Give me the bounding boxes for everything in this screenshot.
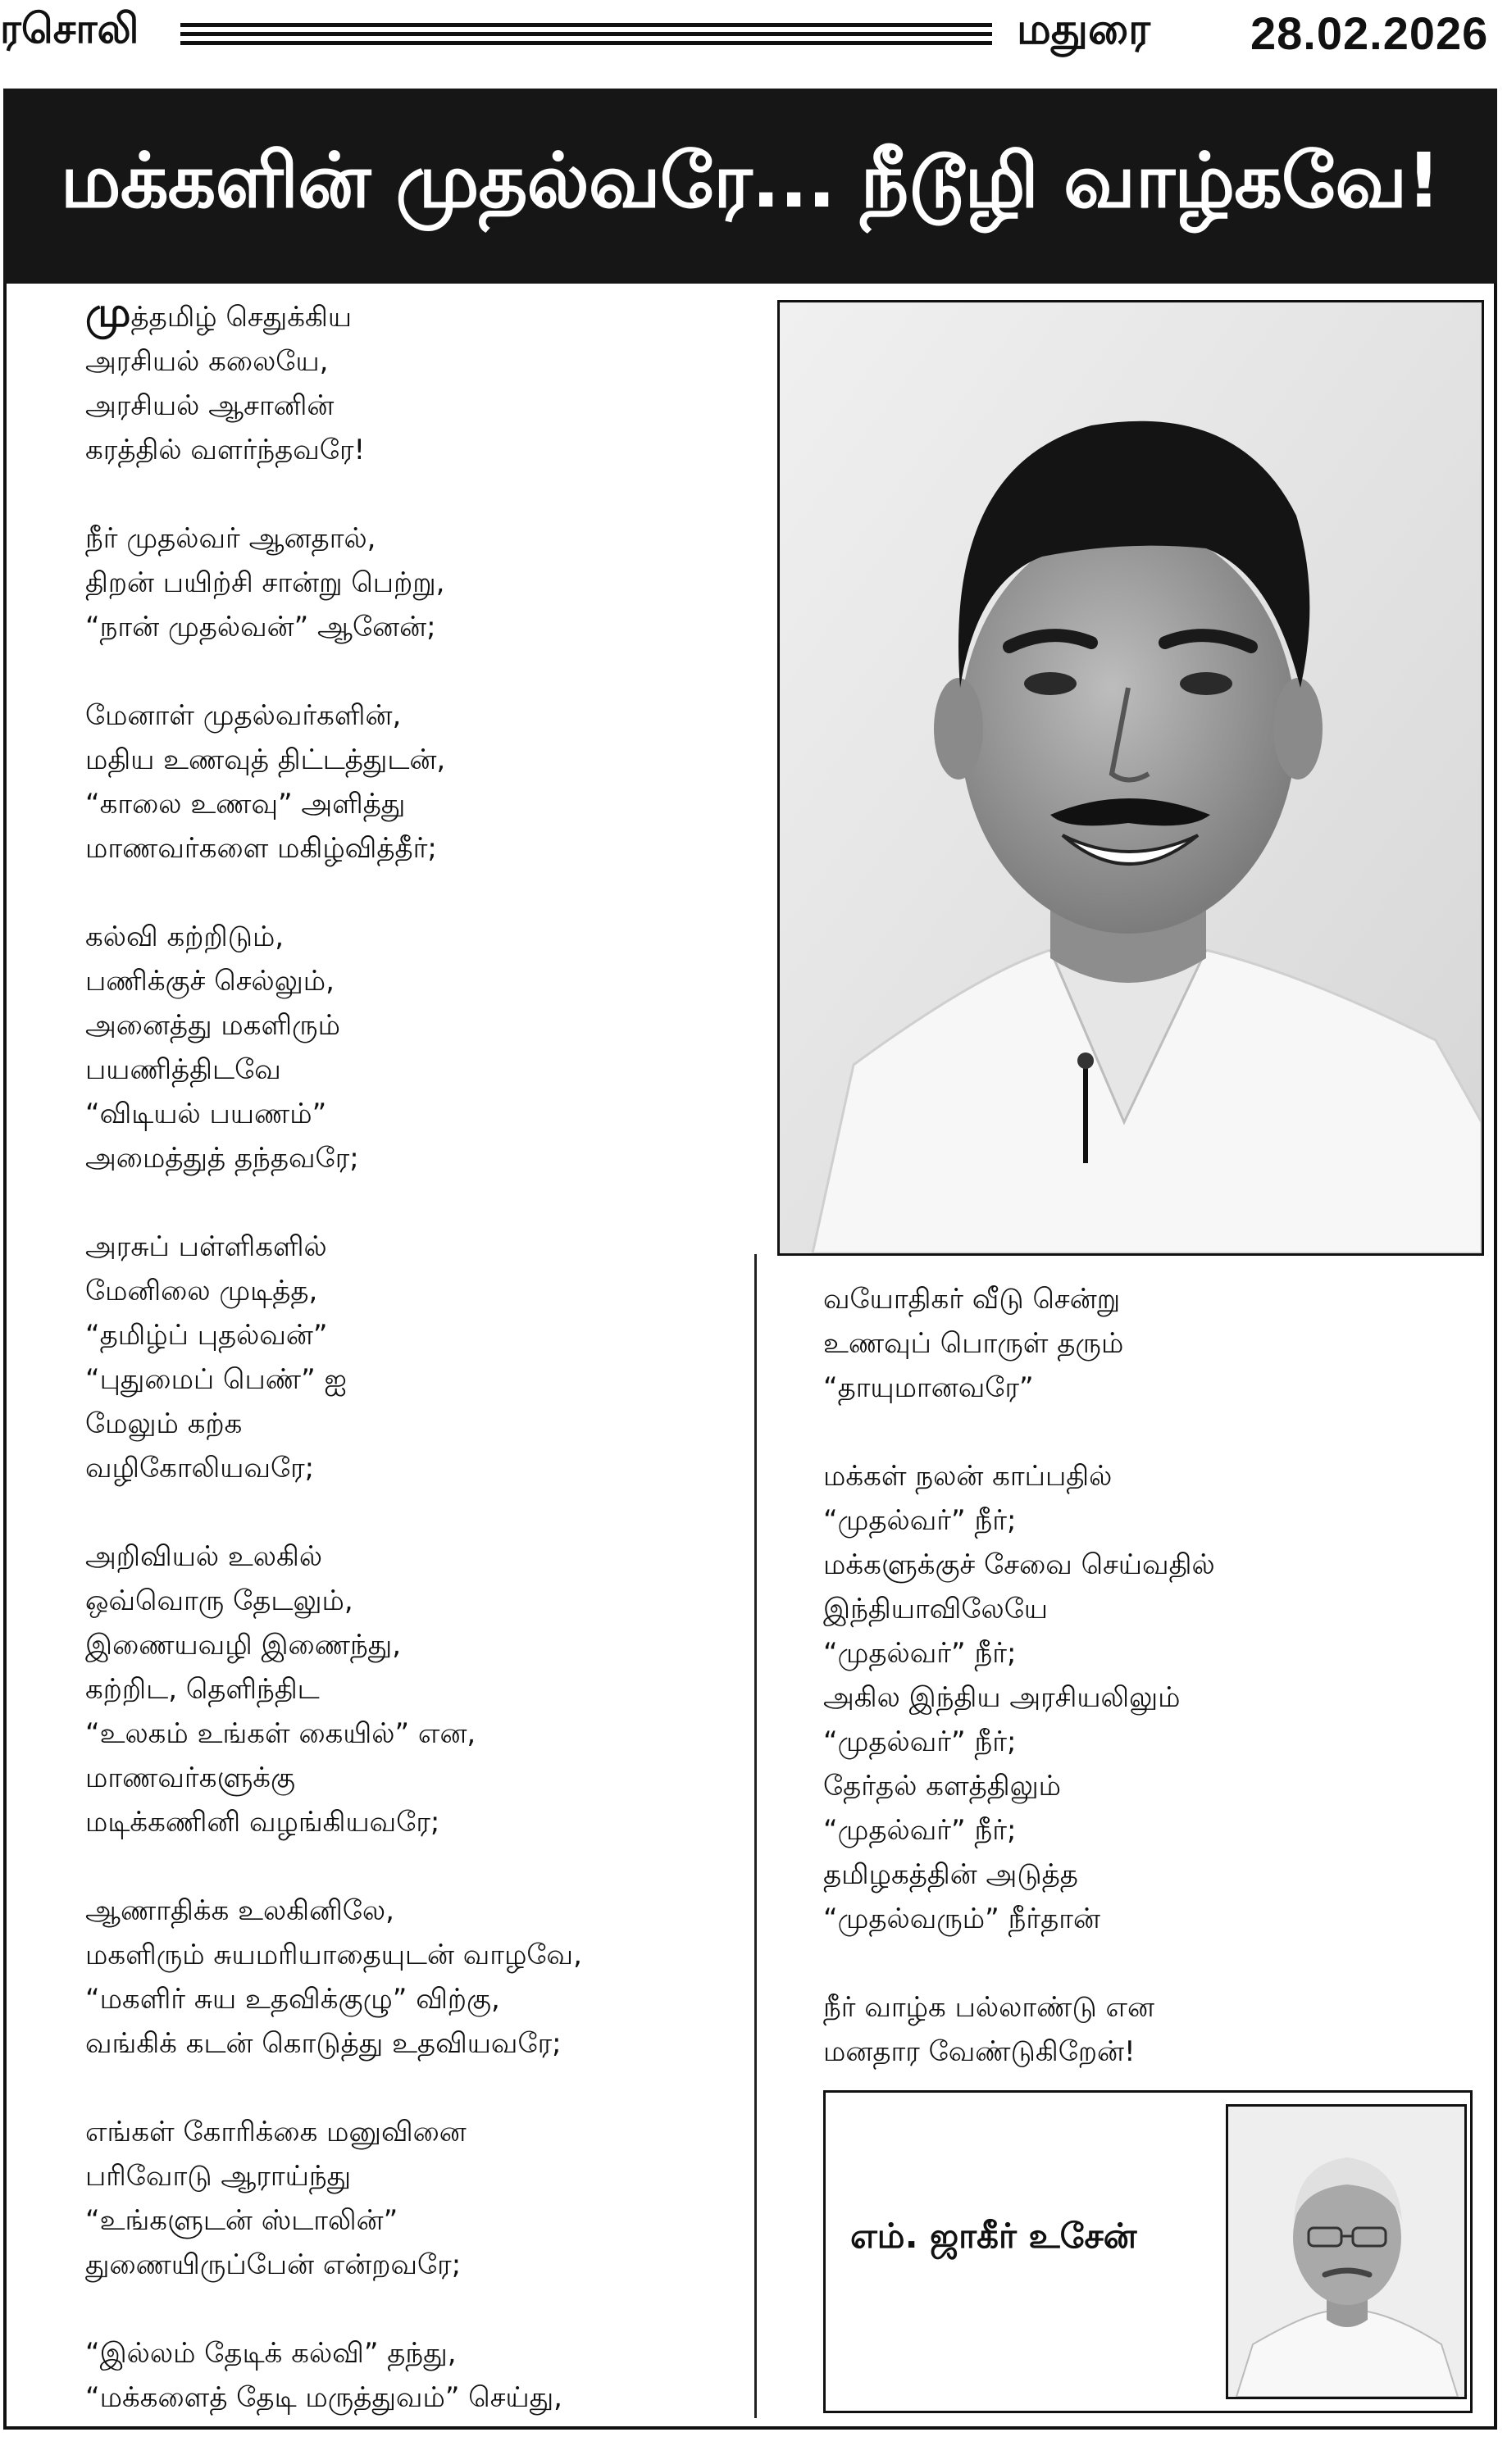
poem-line: கல்வி கற்றிடும்,	[85, 921, 285, 953]
poem-line: ஒவ்வொரு தேடலும்,	[85, 1584, 353, 1617]
poem-line: “உலகம் உங்கள் கையில்” என,	[85, 1717, 476, 1750]
poem-line: எங்கள் கோரிக்கை மனுவினை	[85, 2116, 467, 2148]
poem-stanza	[85, 1534, 758, 1844]
poem-stanza	[823, 1277, 1463, 1410]
poem-line: அனைத்து மகளிரும்	[85, 1009, 340, 1042]
poem-line: மதிய உணவுத் திட்டத்துடன்,	[85, 743, 446, 776]
poem-line: “விடியல் பயணம்”	[85, 1098, 327, 1130]
poem-line: அரசியல் ஆசானின்	[85, 389, 335, 422]
edition-city: மதுரை	[1017, 5, 1151, 54]
poem-stanza	[823, 1985, 1463, 2074]
author-photo	[1226, 2104, 1467, 2399]
poem-line: மேனிலை முடித்த,	[85, 1275, 318, 1307]
newspaper-name: ரசொலி	[0, 5, 139, 52]
poem-stanza	[823, 1454, 1463, 1941]
poem-stanza	[85, 2331, 758, 2420]
poem-line: மேனாள் முதல்வர்களின்,	[85, 699, 402, 732]
poem-line: பணிக்குச் செல்லும்,	[85, 965, 335, 998]
poem-stanza	[85, 693, 758, 871]
poem-line: திறன் பயிற்சி சான்று பெற்று,	[85, 566, 445, 599]
poem-line: தேர்தல் களத்திலும்	[823, 1770, 1062, 1803]
poem-line: மடிக்கணினி வழங்கியவரே;	[85, 1806, 440, 1839]
poem-line: “உங்களுடன் ஸ்டாலின்”	[85, 2204, 398, 2237]
poem-line: இந்தியாவிலேயே	[823, 1593, 1048, 1625]
poem-line: மனதார வேண்டுகிறேன்!	[823, 2035, 1136, 2068]
poem-line: வயோதிகர் வீடு சென்று	[823, 1283, 1121, 1316]
poem-line: பயணித்திடவே	[85, 1053, 281, 1086]
poem-left-column	[85, 289, 758, 2464]
drop-cap: மு	[85, 289, 131, 336]
poem-line: “முதல்வர்” நீர்;	[823, 1504, 1017, 1537]
poem-line: “முதல்வர்” நீர்;	[823, 1637, 1017, 1670]
poem-line: பரிவோடு ஆராய்ந்து	[85, 2160, 352, 2193]
poem-line: அமைத்துத் தந்தவரே;	[85, 1142, 359, 1175]
portrait-photo	[777, 300, 1484, 1256]
poem-stanza	[85, 289, 758, 472]
poem-line: ஆணாதிக்க உலகினிலே,	[85, 1894, 394, 1927]
issue-date: 28.02.2026	[1250, 7, 1489, 59]
poem-line: “தாயுமானவரே”	[823, 1371, 1034, 1404]
poem-line: அரசுப் பள்ளிகளில்	[85, 1230, 327, 1263]
poem-line: அறிவியல் உலகில்	[85, 1540, 323, 1573]
poem-line: மாணவர்களுக்கு	[85, 1762, 296, 1794]
headline-banner	[3, 89, 1497, 284]
portrait-illustration	[780, 302, 1482, 1253]
poem-line: தமிழகத்தின் அடுத்த	[823, 1858, 1078, 1891]
poem-line: கற்றிட, தெளிந்திட	[85, 1673, 320, 1706]
masthead	[0, 0, 1507, 82]
poem-stanza	[85, 1225, 758, 1490]
poem-line: மகளிரும் சுயமரியாதையுடன் வாழவே,	[85, 1939, 582, 1971]
poem-stanza	[85, 915, 758, 1180]
poem-line: முத்தமிழ் செதுக்கிய	[85, 289, 352, 336]
poem-line: வழிகோலியவரே;	[85, 1452, 315, 1484]
poem-line: கரத்தில் வளர்ந்தவரே!	[85, 434, 366, 466]
poem-line: மேலும் கற்க	[85, 1407, 243, 1440]
poem-stanza	[85, 516, 758, 649]
column-divider	[754, 1254, 757, 2418]
poem-line: இணையவழி இணைந்து,	[85, 1629, 402, 1662]
poem-line: மக்கள் நலன் காப்பதில்	[823, 1460, 1113, 1493]
poem-line: “தமிழ்ப் புதல்வன்”	[85, 1319, 328, 1352]
poem-line: “மகளிர் சுய உதவிக்குழு” விற்கு,	[85, 1983, 500, 2016]
masthead-rule	[180, 23, 992, 46]
poem-line: “புதுமைப் பெண்” ஐ	[85, 1363, 347, 1396]
poem-line: மாணவர்களை மகிழ்வித்தீர்;	[85, 832, 437, 865]
author-portrait-illustration	[1228, 2107, 1464, 2397]
poem-line: வங்கிக் கடன் கொடுத்து உதவியவரே;	[85, 2027, 562, 2060]
poem-line: “இல்லம் தேடிக் கல்வி” தந்து,	[85, 2337, 457, 2370]
poem-line: “முதல்வர்” நீர்;	[823, 1725, 1017, 1758]
poem-right-column	[823, 1277, 1463, 2118]
poem-line: “காலை உணவு” அளித்து	[85, 788, 406, 821]
author-name: எம். ஜாகீர் உசேன்	[850, 2216, 1137, 2256]
poem-line: துணையிருப்பேன் என்றவரே;	[85, 2248, 462, 2281]
headline: மக்களின் முதல்வரே... நீடூழி வாழ்கவே!	[60, 137, 1441, 225]
poem-line: உணவுப் பொருள் தரும்	[823, 1327, 1124, 1360]
poem-line: “நான் முதல்வன்” ஆனேன்;	[85, 611, 436, 643]
poem-line: அரசியல் கலையே,	[85, 345, 329, 378]
poem-line: அகில இந்திய அரசியலிலும்	[823, 1681, 1181, 1714]
poem-line: “மக்களைத் தேடி மருத்துவம்” செய்து,	[85, 2381, 562, 2414]
poem-line: மக்களுக்குச் சேவை செய்வதில்	[823, 1548, 1215, 1581]
poem-line: “முதல்வரும்” நீர்தான்	[823, 1903, 1100, 1935]
poem-line: “முதல்வர்” நீர்;	[823, 1814, 1017, 1847]
poem-line: நீர் வாழ்க பல்லாண்டு என	[823, 1991, 1154, 2024]
poem-stanza	[85, 2110, 758, 2287]
author-box	[823, 2090, 1473, 2413]
poem-stanza	[85, 1889, 758, 2066]
poem-line: நீர் முதல்வர் ஆனதால்,	[85, 522, 376, 555]
